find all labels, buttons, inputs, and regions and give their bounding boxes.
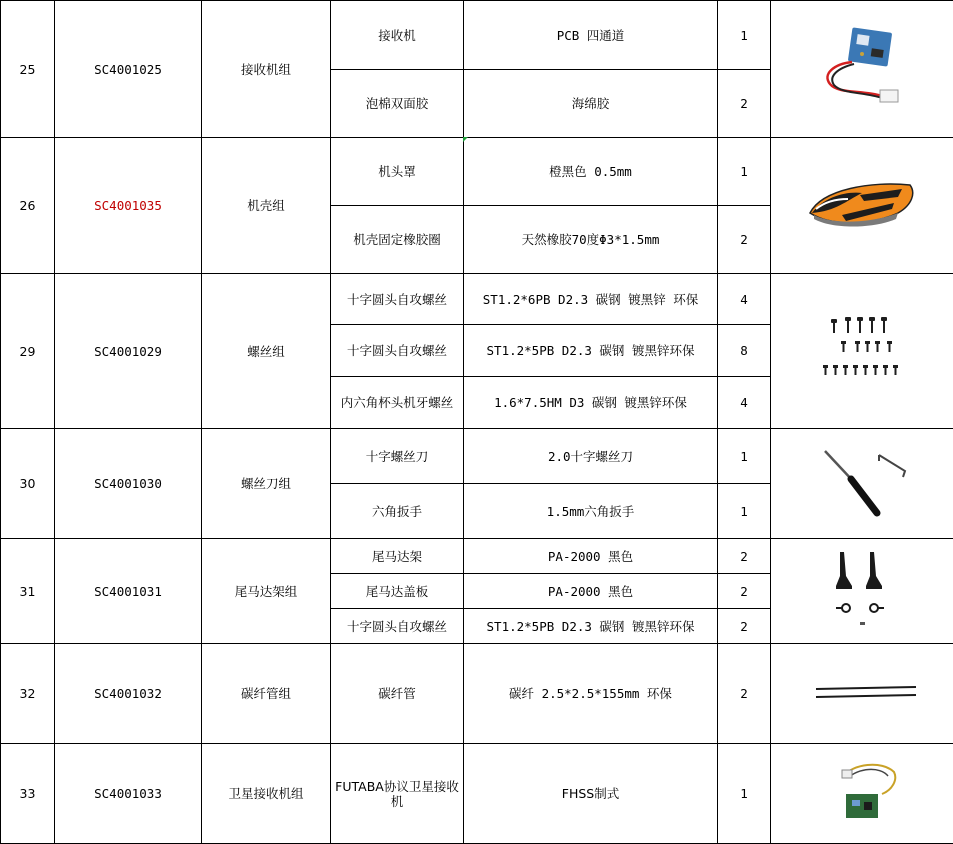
table-row [1, 539, 953, 574]
table-row [1, 274, 953, 325]
item-qty: 1 [718, 429, 771, 484]
row-number: 32 [1, 644, 55, 744]
part-code: SC4001030 [55, 429, 202, 539]
item-qty: 8 [718, 325, 771, 377]
part-code: SC4001029 [55, 274, 202, 429]
item-name: 尾马达盖板 [331, 574, 464, 609]
row-number: 25 [1, 1, 55, 138]
item-qty: 2 [718, 70, 771, 138]
table-row [1, 429, 953, 484]
item-name: 泡棉双面胶 [331, 70, 464, 138]
item-spec: PCB 四通道 [464, 1, 718, 70]
item-name: 内六角杯头机牙螺丝 [331, 377, 464, 429]
item-name: 十字圆头自攻螺丝 [331, 325, 464, 377]
item-spec: FHSS制式 [464, 744, 718, 844]
part-image [771, 429, 953, 539]
item-name: 碳纤管 [331, 644, 464, 744]
item-spec: ST1.2*5PB D2.3 碳钢 镀黑锌环保 [464, 325, 718, 377]
tail-motor-mount-icon [822, 546, 902, 636]
row-number: 26 [1, 138, 55, 274]
row-number: 29 [1, 274, 55, 429]
part-image [771, 744, 953, 844]
item-qty: 4 [718, 377, 771, 429]
cell-comment-marker [463, 137, 468, 142]
part-code: SC4001033 [55, 744, 202, 844]
screws-icon [817, 311, 907, 391]
item-spec: PA-2000 黑色 [464, 539, 718, 574]
item-qty: 4 [718, 274, 771, 325]
table-row [1, 1, 953, 70]
group-name: 机壳组 [202, 138, 331, 274]
item-name: 十字圆头自攻螺丝 [331, 274, 464, 325]
part-code: SC4001035 [55, 138, 202, 274]
item-qty: 1 [718, 1, 771, 70]
table-row [1, 138, 953, 206]
receiver-board-icon [812, 24, 912, 114]
item-qty: 2 [718, 539, 771, 574]
row-number: 33 [1, 744, 55, 844]
item-name: 十字圆头自攻螺丝 [331, 609, 464, 644]
item-spec: 碳纤 2.5*2.5*155mm 环保 [464, 644, 718, 744]
group-name: 螺丝组 [202, 274, 331, 429]
item-name: 六角扳手 [331, 484, 464, 539]
part-code: SC4001032 [55, 644, 202, 744]
canopy-icon [802, 171, 922, 241]
item-qty: 2 [718, 609, 771, 644]
group-name: 尾马达架组 [202, 539, 331, 644]
item-qty: 1 [718, 744, 771, 844]
group-name: 卫星接收机组 [202, 744, 331, 844]
item-spec: 天然橡胶70度Φ3*1.5mm [464, 206, 718, 274]
item-name: FUTABA协议卫星接收机 [331, 744, 464, 844]
item-spec: ST1.2*6PB D2.3 碳钢 镀黑锌 环保 [464, 274, 718, 325]
part-image [771, 274, 953, 429]
part-code: SC4001025 [55, 1, 202, 138]
group-name: 螺丝刀组 [202, 429, 331, 539]
item-name: 机壳固定橡胶圈 [331, 206, 464, 274]
group-name: 接收机组 [202, 1, 331, 138]
screwdriver-wrench-icon [807, 439, 917, 529]
item-qty: 1 [718, 484, 771, 539]
part-image [771, 644, 953, 744]
part-image [771, 1, 953, 138]
row-number: 30 [1, 429, 55, 539]
item-name: 十字螺丝刀 [331, 429, 464, 484]
group-name: 碳纤管组 [202, 644, 331, 744]
item-name: 尾马达架 [331, 539, 464, 574]
table-row [1, 744, 953, 844]
row-number: 31 [1, 539, 55, 644]
item-spec: ST1.2*5PB D2.3 碳钢 镀黑锌环保 [464, 609, 718, 644]
item-qty: 2 [718, 644, 771, 744]
part-image [771, 138, 953, 274]
item-spec: 1.5mm六角扳手 [464, 484, 718, 539]
table-row [1, 644, 953, 744]
item-spec: 橙黑色 0.5mm [464, 138, 718, 206]
item-spec: 1.6*7.5HM D3 碳钢 镀黑锌环保 [464, 377, 718, 429]
item-spec: PA-2000 黑色 [464, 574, 718, 609]
part-code: SC4001031 [55, 539, 202, 644]
item-name: 接收机 [331, 1, 464, 70]
item-spec: 海绵胶 [464, 70, 718, 138]
item-qty: 2 [718, 206, 771, 274]
item-qty: 1 [718, 138, 771, 206]
satellite-receiver-icon [812, 754, 912, 834]
carbon-tube-icon [802, 679, 922, 709]
item-name: 机头罩 [331, 138, 464, 206]
item-spec: 2.0十字螺丝刀 [464, 429, 718, 484]
item-qty: 2 [718, 574, 771, 609]
part-image [771, 539, 953, 644]
